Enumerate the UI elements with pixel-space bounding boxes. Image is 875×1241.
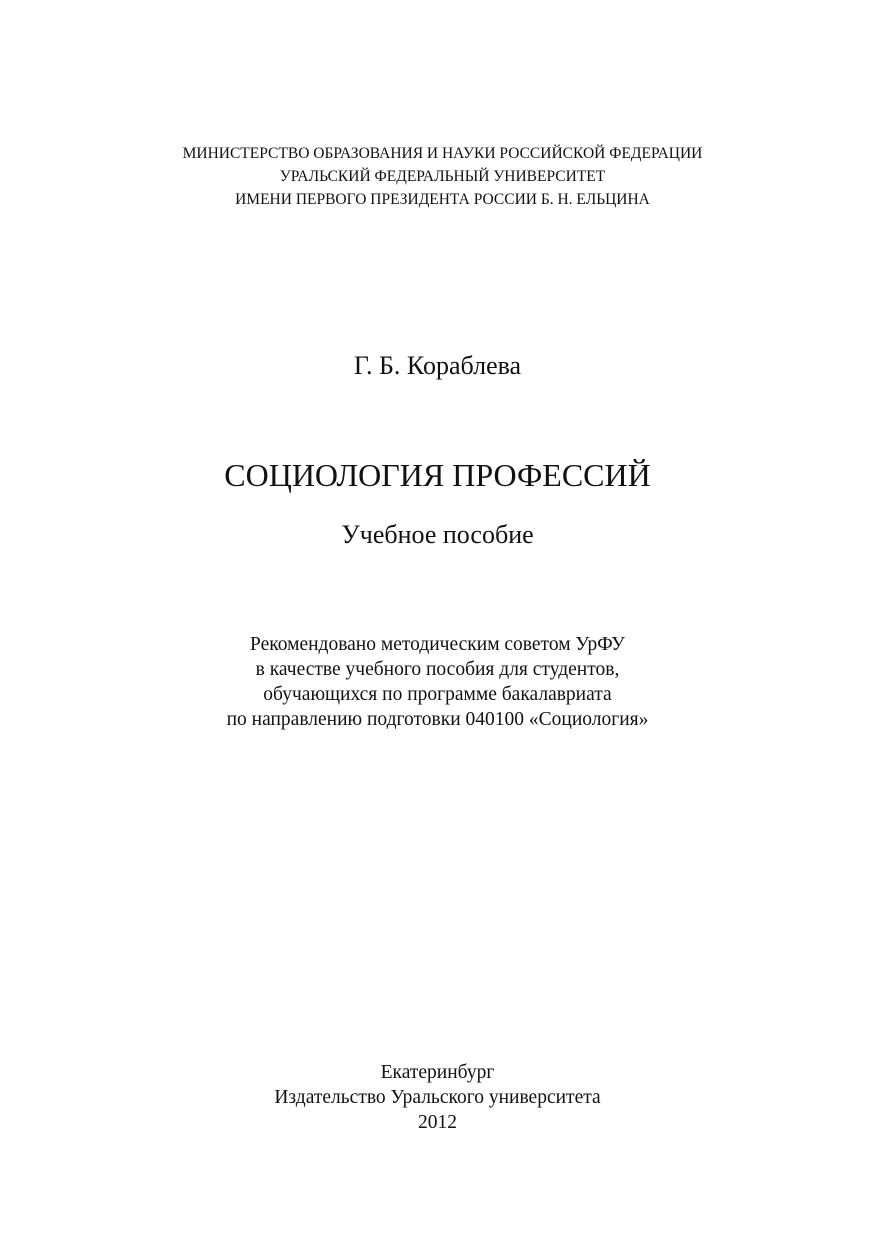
recommendation-line: по направлению подготовки 040100 «Социология» [226,709,649,730]
university-name-line: ИМЕНИ ПЕРВОГО ПРЕЗИДЕНТА РОССИИ Б. Н. ЕЛЬЦИНА [235,191,650,208]
recommendation-line: в качестве учебного пособия для студентов, [255,659,620,680]
book-title: СОЦИОЛОГИЯ ПРОФЕССИЙ [224,457,651,493]
recommendation-line: Рекомендовано методическим советом УрФУ [250,634,625,655]
institution-header [5,142,875,211]
author-name: Г. Б. Кораблева [353,351,522,380]
book-subtitle: Учебное пособие [341,520,534,549]
imprint-city: Екатеринбург [380,1062,495,1083]
recommendation-note [0,632,875,732]
imprint [0,1060,875,1135]
ministry-line: МИНИСТЕРСТВО ОБРАЗОВАНИЯ И НАУКИ РОССИЙСКОЙ ФЕДЕРАЦИИ [182,145,703,162]
university-line: УРАЛЬСКИЙ ФЕДЕРАЛЬНЫЙ УНИВЕРСИТЕТ [279,168,606,185]
imprint-publisher: Издательство Уральского университета [274,1087,601,1108]
recommendation-line: обучающихся по программе бакалавриата [263,684,612,705]
imprint-year: 2012 [418,1112,457,1133]
